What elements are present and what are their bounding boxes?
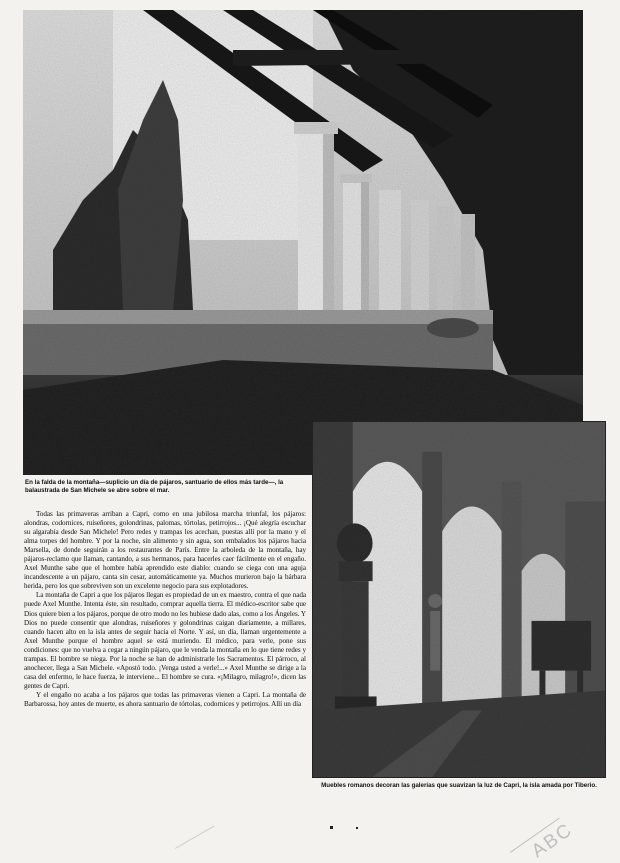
article-body [24, 510, 306, 840]
article-paragraph-2: La montaña de Capri a que los pájaros llegan es propiedad de un ex maestro, contra el que nada puede Axel Munthe. Intenta éste, sin resultado, comprar aquella tierra. El médico-escritor sabe que Dios quiere bien a los pájaros, porque de otro modo no les hubiese dado alas, como a los Ángeles. Y Dios no puede consentir que alondras, ruiseñores y golondrinas caigan diariamente, a millares, cuando hacen alto en la isla antes de seguir hacia el Norte. Y así, un día, llaman urgentemente a Axel Munthe porque el hombre aquel se está muriendo. El médico, para verle, pone sus condiciones: que no vuelva a cegar a ningún pájaro, que le venda la montaña en lo que tiene redes y trampas. El hombre se niega. Por la noche se han de administrarle los Sacramentos. El párroco, al anochecer, llega a San Michele. «Apostó todo. ¡Venga usted a verle!...» Axel Munthe se dirige a la casa del enfermo, le hace fuerza, le interviene... El hombre se cura. «¡Milagro, milagro!», dicen las gentes de Capri. [24, 591, 306, 690]
print-mark [356, 827, 358, 829]
watermark-abc-bottom-right: ABC [528, 819, 577, 863]
top-photo-caption: En la falda de la montaña—suplicio un día de pájaros, santuario de ellos más tarde—, la balaustrada de San Michele se abre sobre el mar. [25, 479, 284, 494]
article-paragraph-1: Todas las primaveras arriban a Capri, como en una jubilosa marcha triunfal, los pájaros: alondras, codornices, ruiseñores, golondrinas, palomas, tórtolas, petirrojos... ¡Qué alegría escuchar su algarabía desde San Michele! Pero redes y trampas les acechan, puestas allí por la mano y el alma torpes del hombre. Y por la noche, sin alimento y sin agua, son embalados los pájaros hacia Marsella, de donde seguirán a los restaurantes de París. Entre la arboleda de la montaña, hay pájaros-reclamo que llaman, cantando, a sus hermanos, para hacerles caer fácilmente en el engaño. Axel Munthe sabe que el hombre había aprendido este diablo: cuando se ciega con una aguja incandescente a un pájaro, canta sin cesar, automáticamente ya. Muchos murieron bajo la bárbara herida, pero los que sobreviven son un excelente negocio para sus explotadores. [24, 510, 306, 591]
article-paragraph-3: Y el engaño no acaba a los pájaros que todas las primaveras vienen a Capri. La montaña de Barbarossa, hoy antes de muerte, es ahora santuario de tórtolas, codornices y petirrojos. Allí un día [24, 690, 306, 708]
gallery-photo [312, 421, 606, 778]
print-mark [330, 826, 333, 829]
right-photo-caption: Muebles romanos decoran las galerías que suavizan la luz de Capri, la isla amada por Tiberio. [321, 782, 597, 789]
pergola-photo [23, 10, 583, 475]
